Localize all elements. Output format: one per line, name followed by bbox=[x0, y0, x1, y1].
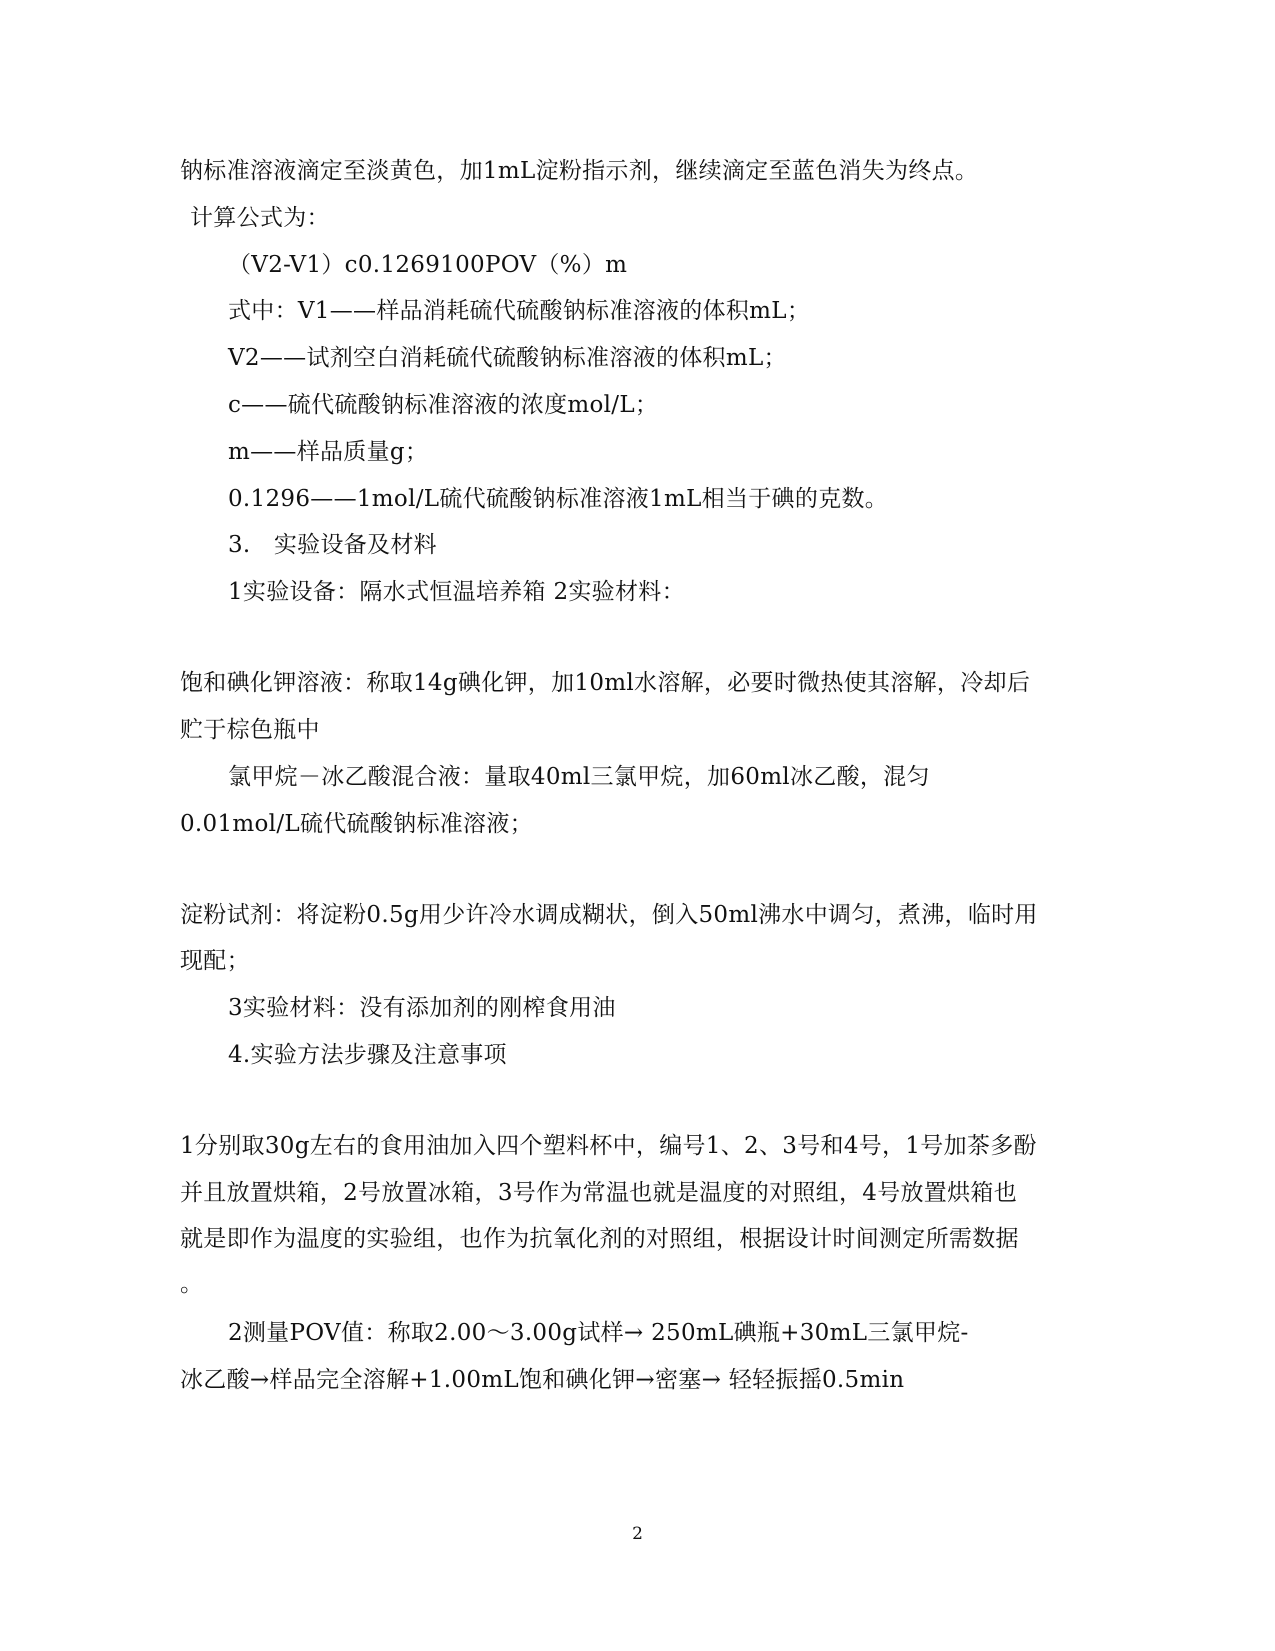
section-heading: 3. 实验设备及材料 bbox=[228, 532, 437, 558]
text-line: 0.01mol/L硫代硫酸钠标准溶液； bbox=[180, 811, 533, 837]
text-line: 式中：V1——样品消耗硫代硫酸钠标准溶液的体积mL； bbox=[228, 298, 811, 324]
text-line: m——样品质量g； bbox=[228, 439, 429, 465]
page-number: 2 bbox=[632, 1524, 643, 1544]
text-line: 0.1296——1mol/L硫代硫酸钠标准溶液1mL相当于碘的克数。 bbox=[228, 486, 889, 512]
text-line: 氯甲烷－冰乙酸混合液：量取40ml三氯甲烷，加60ml冰乙酸，混匀 bbox=[228, 764, 930, 790]
text-line: 1实验设备：隔水式恒温培养箱 2实验材料： bbox=[228, 579, 685, 605]
text-line: 钠标准溶液滴定至淡黄色，加1mL淀粉指示剂，继续滴定至蓝色消失为终点。 bbox=[180, 158, 979, 184]
text-line: 就是即作为温度的实验组，也作为抗氧化剂的对照组，根据设计时间测定所需数据 bbox=[180, 1226, 1019, 1252]
text-line: 现配； bbox=[180, 948, 250, 974]
text-line: 饱和碘化钾溶液：称取14g碘化钾，加10ml水溶解，必要时微热使其溶解，冷却后 bbox=[180, 670, 1031, 696]
text-line: V2——试剂空白消耗硫代硫酸钠标准溶液的体积mL； bbox=[228, 345, 787, 371]
text-line: 并且放置烘箱，2号放置冰箱，3号作为常温也就是温度的对照组，4号放置烘箱也 bbox=[180, 1180, 1017, 1206]
formula: （V2-V1）c0.1269100POV（%）m bbox=[228, 252, 628, 278]
text-line: 冰乙酸→样品完全溶解+1.00mL饱和碘化钾→密塞→ 轻轻振摇0.5min bbox=[180, 1367, 905, 1393]
text-line: 2测量POV值：称取2.00～3.00g试样→ 250mL碘瓶+30mL三氯甲烷- bbox=[228, 1320, 969, 1346]
section-heading: 4.实验方法步骤及注意事项 bbox=[228, 1042, 507, 1068]
text-line: 贮于棕色瓶中 bbox=[180, 717, 320, 743]
text-line: 1分别取30g左右的食用油加入四个塑料杯中，编号1、2、3号和4号，1号加茶多酚 bbox=[180, 1133, 1037, 1159]
text-line: 3实验材料：没有添加剂的刚榨食用油 bbox=[228, 995, 616, 1021]
text-line: 淀粉试剂：将淀粉0.5g用少许冷水调成糊状，倒入50ml沸水中调匀，煮沸，临时用 bbox=[180, 902, 1038, 928]
text-line: 。 bbox=[180, 1271, 204, 1297]
formula-heading: 计算公式为： bbox=[190, 205, 330, 231]
text-line: c——硫代硫酸钠标准溶液的浓度mol/L； bbox=[228, 392, 659, 418]
